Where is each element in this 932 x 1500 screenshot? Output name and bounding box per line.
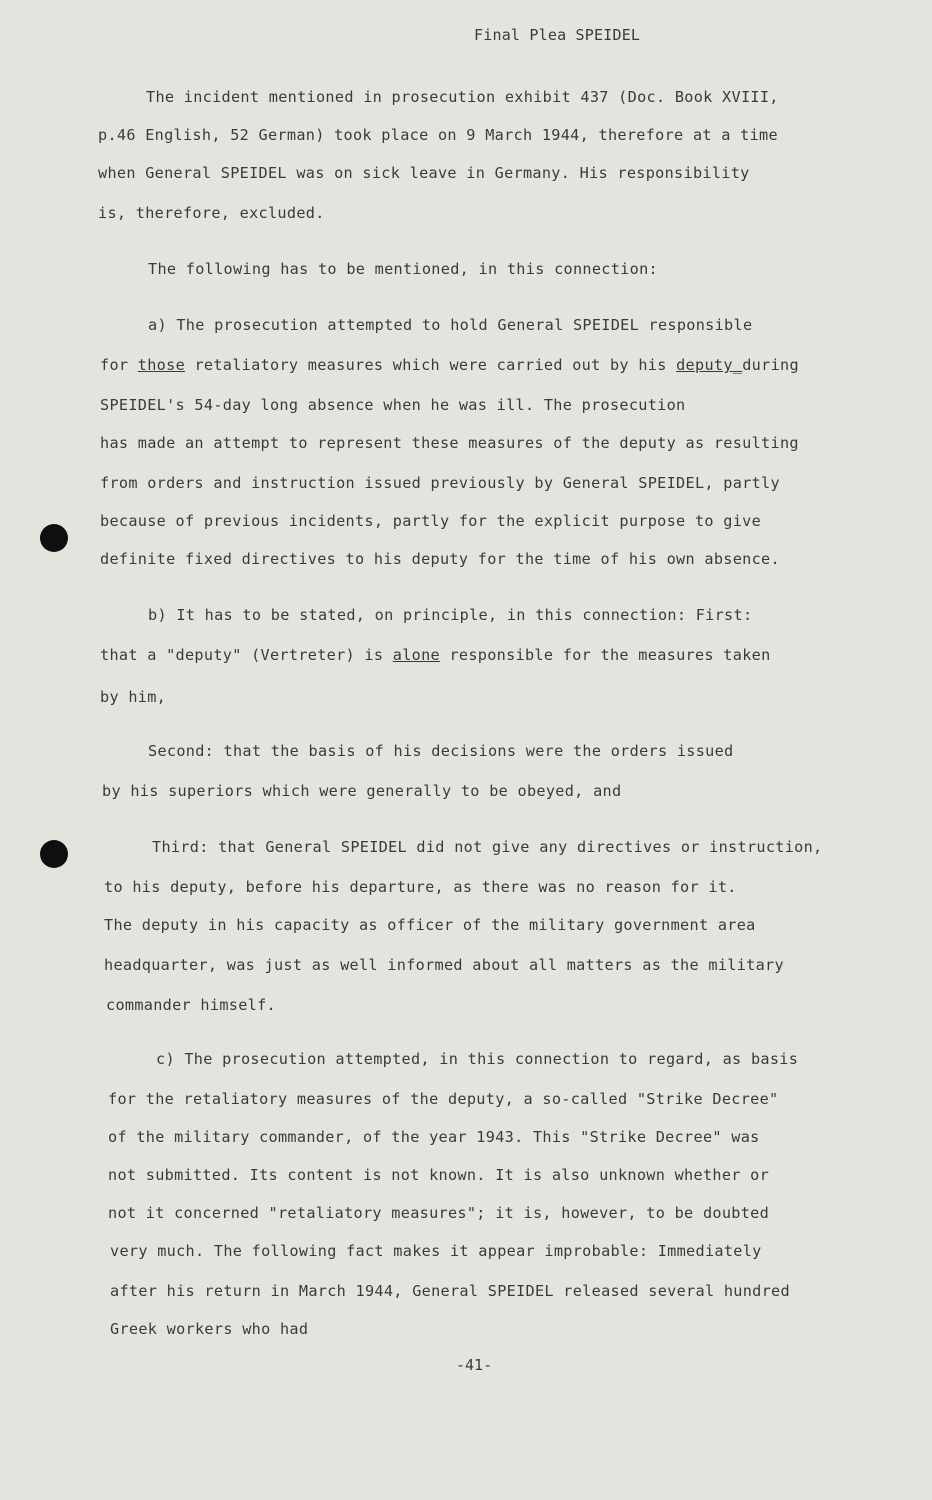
text-line xyxy=(100,646,771,664)
text-line: not submitted. Its content is not known. It is also unknown whether or xyxy=(108,1166,770,1184)
text-line: not it concerned "retaliatory measures"; it is, however, to be doubted xyxy=(108,1204,770,1222)
text-line: when General SPEIDEL was on sick leave in Germany. His responsibility xyxy=(98,164,750,182)
text-fragment: during xyxy=(742,356,799,374)
underlined-word: alone xyxy=(392,646,440,664)
text-line: commander himself. xyxy=(106,996,276,1014)
text-line: is, therefore, excluded. xyxy=(98,204,325,222)
text-line: headquarter, was just as well informed about all matters as the military xyxy=(104,956,784,974)
text-line: b) It has to be stated, on principle, in this connection: First: xyxy=(148,606,753,624)
text-line: The incident mentioned in prosecution exhibit 437 (Doc. Book XVIII, xyxy=(146,88,779,106)
text-line: by his superiors which were generally to be obeyed, and xyxy=(102,782,622,800)
text-line: definite fixed directives to his deputy for the time of his own absence. xyxy=(100,550,780,568)
text-line: c) The prosecution attempted, in this connection to regard, as basis xyxy=(156,1050,799,1068)
text-line: p.46 English, 52 German) took place on 9 March 1944, therefore at a time xyxy=(98,126,778,144)
text-fragment: for xyxy=(100,356,129,374)
text-line: of the military commander, of the year 1943. This "Strike Decree" was xyxy=(108,1128,760,1146)
text-line: The deputy in his capacity as officer of the military government area xyxy=(104,916,756,934)
text-fragment: that a "deputy" (Vertreter) is xyxy=(100,646,384,664)
text-line: to his deputy, before his departure, as there was no reason for it. xyxy=(104,878,737,896)
text-line: for the retaliatory measures of the deputy, a so-called "Strike Decree" xyxy=(108,1090,779,1108)
text-fragment: responsible for the measures taken xyxy=(449,646,771,664)
text-line: SPEIDEL's 54-day long absence when he was ill. The prosecution xyxy=(100,396,686,414)
text-line: The following has to be mentioned, in this connection: xyxy=(148,260,658,278)
text-line: Second: that the basis of his decisions were the orders issued xyxy=(148,742,734,760)
text-fragment: retaliatory measures which were carried out by his xyxy=(194,356,667,374)
page-number: -41- xyxy=(456,1356,493,1374)
underlined-word: those xyxy=(137,356,186,374)
text-line: very much. The following fact makes it appear improbable: Immediately xyxy=(110,1242,762,1260)
text-line: because of previous incidents, partly for the explicit purpose to give xyxy=(100,512,762,530)
text-line xyxy=(100,356,799,374)
underlined-space: _ xyxy=(732,356,743,374)
text-line: after his return in March 1944, General SPEIDEL released several hundred xyxy=(110,1282,790,1300)
text-line: by him, xyxy=(100,688,167,706)
page-header: Final Plea SPEIDEL xyxy=(474,26,641,44)
text-line: Third: that General SPEIDEL did not give any directives or instruction, xyxy=(152,838,823,856)
text-line: a) The prosecution attempted to hold General SPEIDEL responsible xyxy=(148,316,753,334)
punch-hole xyxy=(40,840,68,868)
text-line: has made an attempt to represent these measures of the deputy as resulting xyxy=(100,434,799,452)
underlined-word: deputy xyxy=(676,356,733,374)
text-line: Greek workers who had xyxy=(110,1320,309,1338)
punch-hole xyxy=(40,524,68,552)
text-line: from orders and instruction issued previously by General SPEIDEL, partly xyxy=(100,474,780,492)
